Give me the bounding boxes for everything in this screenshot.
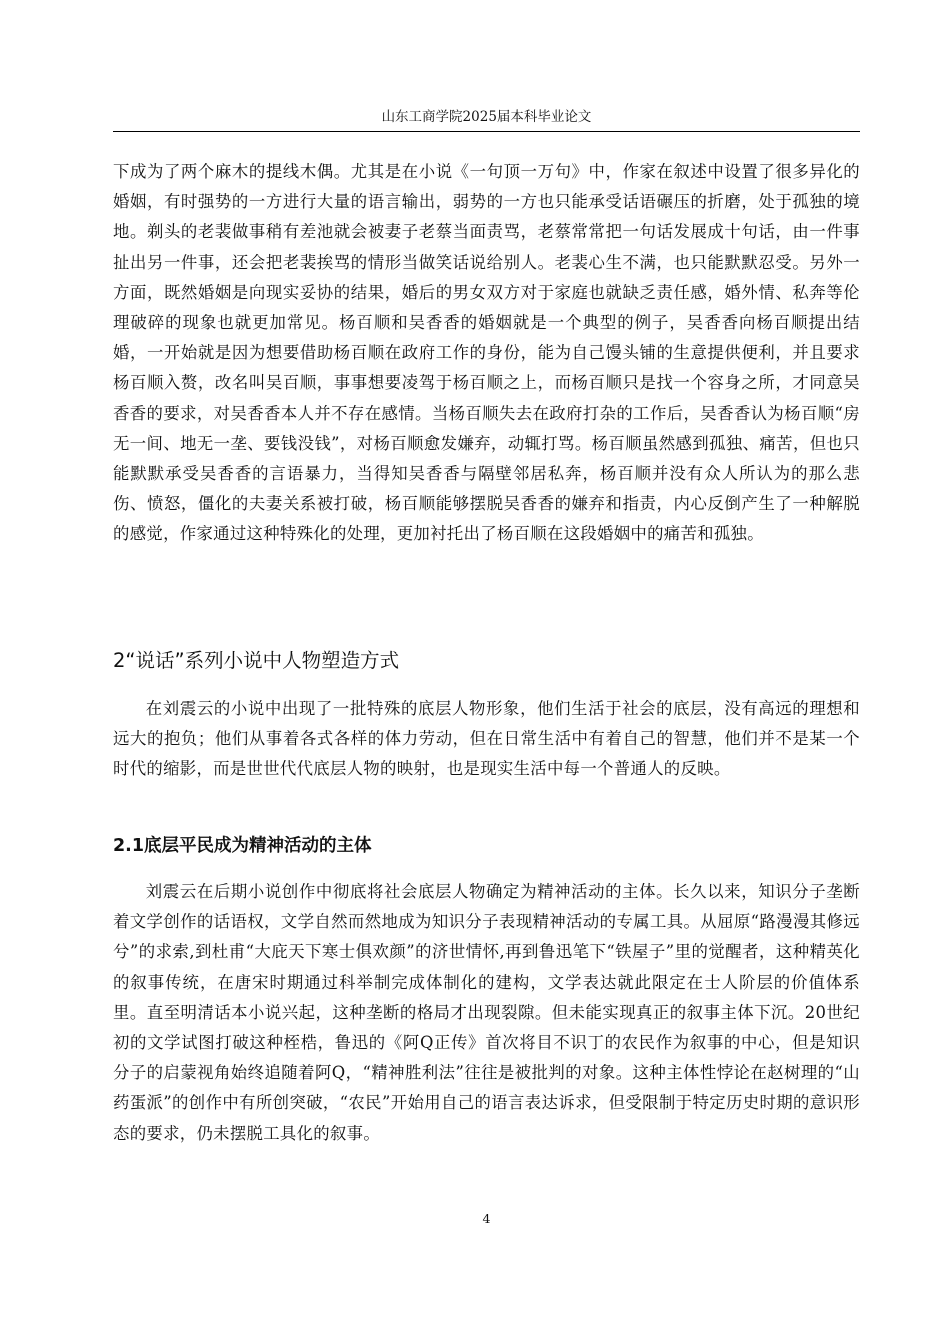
paragraph-continued: 下成为了两个麻木的提线木偶。尤其是在小说《一句顶一万句》中，作家在叙述中设置了很多异化的婚姻，有时强势的一方进行大量的语言输出，弱势的一方也只能承受话语碾压的折磨，处于孤独的境地。剃头的老裴做事稍有差池就会被妻子老蔡当面责骂，老蔡常常把一句话发展成十句话，由一件事扯出另一件事，还会把老裴挨骂的情形当做笑话说给别人。老裴心生不满，也只能默默忍受。另外一方面，既然婚姻是向现实妥协的结果，婚后的男女双方对于家庭也就缺乏责任感，婚外情、私奔等伦理破碎的现象也就更加常见。杨百顺和吴香香的婚姻就是一个典型的例子，吴香香向杨百顺提出结婚，一开始就是因为想要借助杨百顺在政府工作的身份，能为自己馒头铺的生意提供便利，并且要求杨百顺入赘，改名叫吴百顺，事事想要凌驾于杨百顺之上，而杨百顺只是找一个容身之所，才同意吴香香的要求，对吴香香本人并不存在感情。当杨百顺失去在政府打杂的工作后，吴香香认为杨百顺“房无一间、地无一垄、要钱没钱”，对杨百顺愈发嫌弃，动辄打骂。杨百顺虽然感到孤独、痛苦，但也只能默默承受吴香香的言语暴力，当得知吴香香与隔壁邻居私奔，杨百顺并没有众人所认为的那么悲伤、愤怒，僵化的夫妻关系被打破，杨百顺能够摆脱吴香香的嫌弃和指责，内心反倒产生了一种解脱的感觉，作家通过这种特殊化的处理，更加衬托出了杨百顺在这段婚姻中的痛苦和孤独。	[113, 162, 860, 544]
header-rule	[113, 131, 860, 132]
subsection-heading: 2.1底层平民成为精神活动的主体	[113, 836, 372, 856]
section-heading: 2“说话”系列小说中人物塑造方式	[113, 649, 400, 672]
section-intro-paragraph: 在刘震云的小说中出现了一批特殊的底层人物形象，他们生活于社会的底层，没有高远的理想和远大的抱负；他们从事着各式各样的体力劳动，但在日常生活中有着自己的智慧，他们并不是某一个时代的缩影，而是世世代代底层人物的映射，也是现实生活中每一个普通人的反映。	[113, 699, 860, 779]
running-header: 山东工商学院2025届本科毕业论文	[381, 109, 592, 125]
subsection-paragraph: 刘震云在后期小说创作中彻底将社会底层人物确定为精神活动的主体。长久以来，知识分子垄断着文学创作的话语权，文学自然而然地成为知识分子表现精神活动的专属工具。从屈原“路漫漫其修远兮”的求索,到杜甫“大庇天下寒士俱欢颜”的济世情怀,再到鲁迅笔下“铁屋子”里的觉醒者，这种精英化的叙事传统，在唐宋时期通过科举制完成体制化的建构，文学表达就此限定在士人阶层的价值体系里。直至明清话本小说兴起，这种垄断的格局才出现裂隙。但未能实现真正的叙事主体下沉。20世纪初的文学试图打破这种桎梏，鲁迅的《阿Q正传》首次将目不识丁的农民作为叙事的中心，但是知识分子的启蒙视角始终追随着阿Q，“精神胜利法”往往是被批判的对象。这种主体性悖论在赵树理的“山药蛋派”的创作中有所创突破，“农民”开始用自己的语言表达诉求，但受限制于特定历史时期的意识形态的要求，仍未摆脱工具化的叙事。	[113, 882, 860, 1143]
page-number: 4	[482, 1211, 491, 1226]
